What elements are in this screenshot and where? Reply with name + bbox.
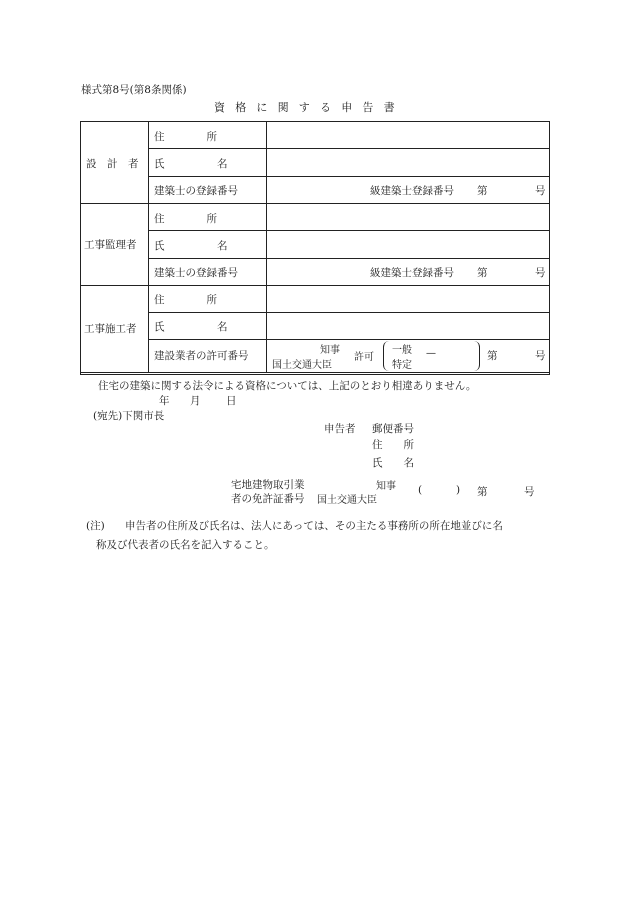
contractor-dash: — — [426, 348, 436, 359]
section-divider — [80, 372, 550, 373]
contractor-permit-go: 号 — [535, 350, 546, 362]
contractor-permit-text: 許可 — [354, 352, 374, 363]
realestate-go: 号 — [524, 486, 535, 498]
realestate-minister: 国土交通大臣 — [317, 495, 377, 506]
contractor-name-label: 氏 名 — [154, 321, 228, 333]
designer-registration-go: 号 — [535, 185, 546, 197]
designer-registration-label: 建築士の登録番号 — [154, 185, 238, 197]
declaration-statement: 住宅の建築に関する法令による資格については、上記のとおり相違ありません。 — [98, 380, 477, 392]
note-line-2: 称及び代表者の氏名を記入すること。 — [96, 539, 275, 551]
supervisor-address-field[interactable] — [268, 204, 548, 229]
date-year: 年 — [159, 395, 170, 407]
postal-code-label: 郵便番号 — [372, 423, 414, 435]
supervisor-category: 工事監理者 — [84, 239, 137, 251]
addressee: (宛先)下関市長 — [93, 410, 165, 422]
column-divider — [148, 121, 149, 372]
note-prefix: (注) — [86, 520, 105, 532]
contractor-category: 工事施工者 — [84, 323, 137, 335]
supervisor-name-label: 氏 名 — [154, 240, 228, 252]
designer-registration-dai: 第 — [477, 185, 488, 197]
designer-category: 設 計 者 — [86, 158, 139, 170]
designer-address-field[interactable] — [268, 122, 548, 147]
row-divider — [148, 339, 550, 340]
applicant-name-label: 氏 名 — [372, 457, 414, 469]
contractor-address-label: 住 所 — [154, 294, 217, 306]
supervisor-registration-dai: 第 — [477, 267, 488, 279]
contractor-minister: 国土交通大臣 — [272, 360, 332, 371]
realestate-label-line1: 宅地建物取引業 — [231, 479, 305, 491]
contractor-governor: 知事 — [320, 345, 340, 356]
realestate-dai: 第 — [477, 486, 488, 498]
designer-name-field[interactable] — [268, 149, 548, 175]
realestate-governor: 知事 — [376, 481, 396, 492]
realestate-label-line2: 者の免許証番号 — [231, 493, 305, 505]
row-divider — [148, 258, 550, 259]
form-number: 様式第8号(第8条関係) — [81, 84, 187, 96]
applicant-label: 申告者 — [324, 423, 356, 435]
contractor-name-field[interactable] — [268, 313, 548, 338]
designer-name-label: 氏 名 — [154, 158, 228, 170]
supervisor-address-label: 住 所 — [154, 213, 217, 225]
supervisor-registration-label: 建築士の登録番号 — [154, 267, 238, 279]
contractor-permit-dai: 第 — [487, 350, 498, 362]
realestate-paren-open: ( — [418, 484, 423, 496]
supervisor-registration-go: 号 — [535, 267, 546, 279]
designer-registration-class: 級建築士登録番号 — [370, 185, 454, 197]
contractor-general: 一般 — [392, 345, 412, 356]
designer-address-label: 住 所 — [154, 131, 217, 143]
column-divider — [266, 121, 267, 372]
note-line-1: 申告者の住所及び氏名は、法人にあっては、その主たる事務所の所在地並びに名 — [125, 520, 503, 532]
date-day: 日 — [226, 395, 237, 407]
contractor-permit-label: 建設業者の許可番号 — [154, 350, 249, 362]
contractor-address-field[interactable] — [268, 286, 548, 311]
row-divider — [148, 176, 550, 177]
contractor-specific: 特定 — [392, 360, 412, 371]
applicant-address-label: 住 所 — [372, 439, 414, 451]
date-month: 月 — [190, 395, 201, 407]
supervisor-registration-class: 級建築士登録番号 — [370, 267, 454, 279]
supervisor-name-field[interactable] — [268, 231, 548, 257]
realestate-paren-close: ) — [456, 484, 461, 496]
page-title: 資格に関する申告書 — [214, 101, 405, 114]
